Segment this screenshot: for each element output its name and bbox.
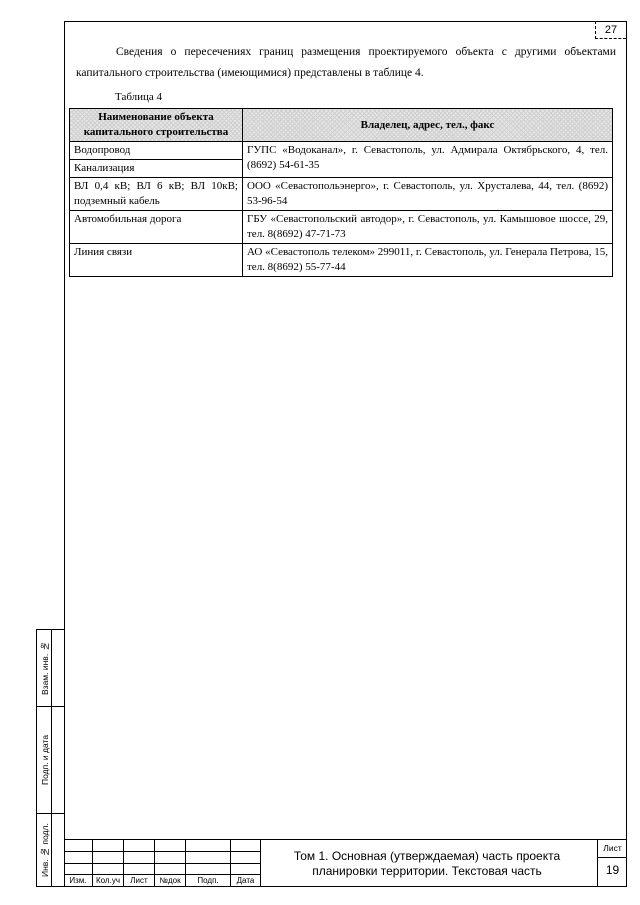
tb-header-count: Кол.уч [96,876,120,885]
table-row [70,178,613,211]
tb-header-doc-number: №док [159,876,181,885]
header-object-name: Наименование объекта капитального строительства [70,109,243,142]
side-label-inv-original: Инв. № подл. [40,823,50,878]
table-row [70,142,613,160]
cell-owner: ООО «Севастопольэнерго», г. Севастополь, ул. Хрусталева, 44, тел. (8692) 53-96-54 [243,178,613,211]
header-owner: Владелец, адрес, тел., факс [243,109,613,142]
tb-header-change: Изм. [69,876,87,885]
side-label-replaced-inv: Взам. инв. № [40,641,50,695]
side-stamp [36,629,64,887]
table-caption: Таблица 4 [115,91,163,103]
tb-header-signature: Подп. [197,876,219,885]
table-row [70,211,613,244]
title-block [64,839,627,887]
table-header-row [70,109,613,142]
cell-owner: АО «Севастополь телеком» 299011, г. Севастополь, ул. Генерала Петрова, 15, тел. 8(8692) 55-77-44 [243,244,613,277]
owners-table [69,108,613,277]
intro-paragraph [76,42,616,84]
tb-header-sheet: Лист [130,876,148,885]
table-row [70,244,613,277]
side-label-sign-date: Подп. и дата [40,734,50,785]
intro-paragraph-text: Сведения о пересечениях границ размещения проектируемого объекта с другими объектами капитального строительства (имеющимися) представлены в таблице 4. [76,46,616,79]
tb-header-date: Дата [236,876,255,885]
sheet-label: Лист [603,843,622,853]
cell-object-name: Автомобильная дорога [70,211,243,244]
document-title: Том 1. Основная (утверждаемая) часть проекта планировки территории. Текстовая часть [293,849,561,878]
cell-object-name: Водопровод [70,142,243,160]
cell-owner: ГБУ «Севастопольский автодор», г. Севастополь, ул. Камышовое шоссе, 29, тел. 8(8692) 47-71-73 [243,211,613,244]
cell-object-name: Линия связи [70,244,243,277]
cell-object-name: ВЛ 0,4 кВ; ВЛ 6 кВ; ВЛ 10кВ; подземный кабель [70,178,243,211]
page-number: 27 [595,21,626,39]
cell-owner: ГУПС «Водоканал», г. Севастополь, ул. Адмирала Октябрьского, 4, тел. (8692) 54-61-35 [243,142,613,178]
cell-object-name: Канализация [70,160,243,178]
sheet-number: 19 [605,863,620,877]
